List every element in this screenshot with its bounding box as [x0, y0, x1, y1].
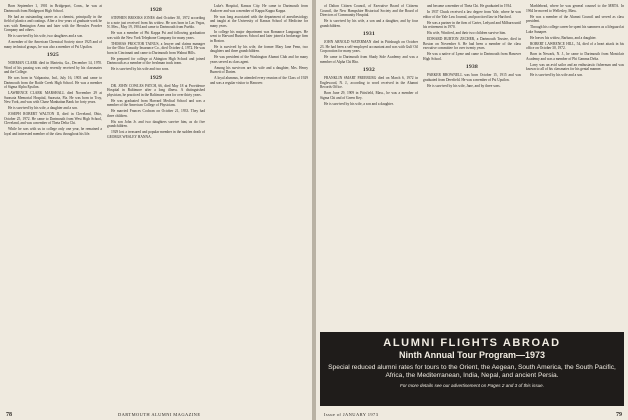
right-page — [316, 0, 628, 420]
right-col-1 — [320, 4, 418, 328]
left-page-columns — [4, 4, 308, 406]
obituary-paragraph: Born September 1, 1901 in Bridgeport, Conn., he was at Dartmouth from Bridgeport High School. — [4, 4, 102, 13]
obituary-paragraph: He married Frances Cochran on October 21, 1933. They had three children. — [107, 109, 205, 118]
obituary-paragraph: He was a member of Phi Kappa Psi and following graduation was with the New York Telephone Company for many years. — [107, 31, 205, 40]
obituary-paragraph: He was a member of the Alumni Council and served as class president. — [526, 14, 624, 23]
obituary-paragraph: He was a native of Lyme and came to Dartmouth from Hanover High School. — [423, 52, 521, 61]
obituary-paragraph: He is survived by his wife and a son. — [530, 73, 583, 77]
left-page — [0, 0, 312, 420]
obituary-paragraph: He prepared for college at Abington High School and joined Dartmouth as a member of the freshman track team. — [107, 56, 205, 65]
right-col-2 — [423, 4, 521, 328]
obituary-paragraph: Through his college career he spent his summers as a lifeguard at Lake Sunapee. — [526, 25, 624, 34]
page-number-left: 78 — [6, 412, 12, 418]
obituary-paragraph: 1929 lost a treasured and popular member in the sudden death of GEORGE WESLEY HANNA. — [107, 130, 205, 139]
class-year-heading: 1938 — [465, 64, 479, 70]
obituary-paragraph: LAWRENCE CLARK MARSHALL died November 29 at Sarasota Memorial Hospital, Sarasota, Fla. He was born in Troy, New York, and was with Chase Manhattan Bank for forty years. — [4, 91, 102, 104]
ad-body: Special reduced alumni rates for tours to the Orient, the Aegean, South America, the South Pacific, Africa, the Mediterranean, India, Nepal, and ancient Persia. — [328, 364, 616, 379]
obituary-paragraph: JOHN ARNOLD WATERMAN died in Pittsburgh on October 23. He had been a self-employed accountant and was with Gulf Oil Corporation for many years. — [320, 40, 418, 53]
obituary-paragraph: He was long associated with the department of anesthesiology and taught at the University of Kansas School of Medicine for many years. — [210, 14, 308, 28]
obituary-paragraph: Marblehead, where he was general counsel to the MBTA. In 1964 he moved to Wellesley, Mass. — [526, 4, 624, 13]
obituary-paragraph: He is survived by his wife, a daughter and a son. — [8, 106, 78, 110]
obituary-paragraph: Larry was an avid sailor and an enthusiastic fisherman and was known to all of his classmates for his genial manner. — [526, 62, 624, 71]
obituary-paragraph: His son John Jr. and two daughters survive him, as do five grandchildren. — [107, 119, 205, 128]
obituary-paragraph: of Dalton Citizen Council, of Executive Board of Citizens Council, the New Hampshire Historical Society and the Board of Directors of Community Hospital. — [320, 4, 418, 17]
obituary-paragraph: PARKER BROWNELL was born October 15, 1915 and was graduated from Deerfield. He was a member of Psi Upsilon. — [423, 73, 521, 82]
obituary-paragraph: He was born in Valparaiso, Ind., July 16, 1903 and came to Dartmouth from the Battle Creek High School. He was a member of Sigma Alpha Epsilon. — [4, 76, 102, 89]
class-year-heading: 1931 — [362, 31, 376, 37]
obituary-paragraph: He came to Dartmouth from Shady Side Academy and was a member of Alpha Chi Rho. — [320, 55, 418, 64]
right-page-columns — [320, 4, 624, 328]
obituary-paragraph: He is survived by his wife and two sons. — [111, 67, 170, 71]
obituary-paragraph: He leaves his widow, Barbara, and a daughter. — [530, 35, 597, 40]
obituary-paragraph: He was a partner in the firm of Carter, Ledyard and Milburn until his retirement in 1970. — [423, 20, 521, 29]
ad-headline: ALUMNI FLIGHTS ABROAD — [383, 337, 561, 349]
footer-left: DARTMOUTH ALUMNI MAGAZINE — [118, 412, 201, 417]
left-col-2 — [107, 4, 205, 406]
obituary-paragraph: He was president of the Washington Alumni Club and for many years served as class agent. — [210, 55, 308, 64]
obituary-paragraph: His wife, Winifred, and their two children survive him. — [427, 31, 507, 35]
obituary-paragraph: EDWARD BURTON ZECHER, a Dartmouth Trustee, died in Boston on November 6. He had been a member of the class executive committee for over twenty years. — [423, 37, 521, 50]
obituary-paragraph: Luke's Hospital, Kansas City. He came to Dartmouth from Andover and was a member of Kappa Kappa Kappa. — [210, 4, 308, 13]
page-number-right: 79 — [616, 412, 622, 418]
left-col-3 — [210, 4, 308, 406]
obituary-paragraph: In college his major department was Romance Languages. He went to Harvard Business School and later joined a brokerage firm in Boston. — [210, 29, 308, 43]
obituary-paragraph: NORMAN CLARK died in Marietta, Ga., December 14, 1970. Word of his passing was only recently received by his classmates and the College. — [4, 61, 102, 74]
obituary-paragraph: He is survived by his wife, Jane, and by three sons. — [427, 83, 501, 88]
obituary-paragraph: A loyal alumnus, he attended every reunion of the Class of 1929 and was a regular visitor to Hanover. — [210, 76, 308, 85]
class-year-heading: 1928 — [149, 7, 163, 13]
obituary-paragraph: Among his survivors are his wife and a daughter, Mrs. Henry Burnett of Darien. — [210, 65, 308, 74]
footer-right: Issue of JANUARY 1973 — [324, 412, 379, 417]
obituary-paragraph: While he was with us in college only one year, he remained a loyal and interested member of the class throughout his life. — [4, 127, 102, 136]
obituary-paragraph: THOMAS PROCTOR TAINUS, a lawyer and claims manager for the Ohio Casualty Insurance Co., died October 4, 1972. He was born in Cincinnati and came to Dartmouth from Walnut Hills. — [107, 41, 205, 55]
class-year-heading: 1925 — [46, 52, 60, 58]
obituary-paragraph: FRANKLIN SMART FREEBURG died on March 6, 1972 in Englewood, N. J., according to word received in the Alumni Records Office. — [320, 76, 418, 89]
obituary-paragraph: He is survived by his wife, two daughters and a son. — [8, 34, 84, 38]
right-col-3 — [526, 4, 624, 328]
obituary-paragraph: He was graduated from Harvard Medical School and was a member of the American College of Physicians. — [107, 98, 205, 107]
alumni-flights-ad[interactable] — [320, 332, 624, 406]
obituary-paragraph: DR. JOHN COWLES PATCH, 66, died May 18 at Providence Hospital in Baltimore after a long illness. A distinguished physician, he practiced in the Baltimore area for over thirty years. — [107, 83, 205, 97]
obituary-paragraph: He is survived by his wife, a son and a daughter, and by four grandchildren. — [320, 19, 418, 28]
obituary-paragraph: He is survived by his wife, the former Mary Jane Fenn, two daughters and three grandchildren. — [210, 44, 308, 53]
obituary-paragraph: A member of the American Chemical Society since 1925 and of many technical groups, he was also a member of Psi Upsilon. — [4, 40, 102, 49]
obituary-paragraph: and became a member of Theta Chi. He graduated in 1934. — [427, 4, 512, 8]
class-year-heading: 1932 — [362, 67, 376, 73]
ad-note: For more details see our advertisement on Pages 2 and 3 of this issue. — [399, 383, 544, 388]
obituary-paragraph: JOSEPH ROBERT WALTON II, died in Cleveland, Ohio, October 25, 1972. He came to Dartmouth from West High School, Cleveland, and was a member of Theta Delta Chi. — [4, 112, 102, 125]
obituary-paragraph: Born in Newark, N. J., he came to Dartmouth from Montclair Academy and was a member of Phi Gamma Delta. — [526, 52, 624, 61]
class-year-heading: 1929 — [149, 74, 163, 81]
obituary-paragraph: Born June 29, 1909 in Pittsfield, Mass., he was a member of Sigma Chi and of Green Key. — [320, 91, 418, 100]
obituary-paragraph: He had an outstanding career as a chemist, principally in the field of plastics and coatings. After a few years of graduate work he was with Remington Arms and later with the Hercules Powder Company and others. — [4, 14, 102, 32]
obituary-paragraph: In 1937 Chuck received a law degree from Yale, where he was editor of the Yale Law Journal, and practiced law in Hartford. — [423, 10, 521, 19]
obituary-paragraph: He is survived by his wife, a son and a daughter. — [324, 101, 394, 106]
obituary-paragraph: ROBERT LAWRENCE HILL, 54, died of a heart attack in his office on October 30, 1972. — [526, 41, 624, 50]
ad-subhead: Ninth Annual Tour Program—1973 — [398, 350, 546, 360]
left-col-1 — [4, 4, 102, 406]
obituary-paragraph: STEPHEN BROOKS JONES died October 30, 1972 according to a note just received from his widow. He was born in Las Vegas, N. Mex., May 19, 1904 and came to Dartmouth from Pueblo. — [107, 16, 205, 29]
